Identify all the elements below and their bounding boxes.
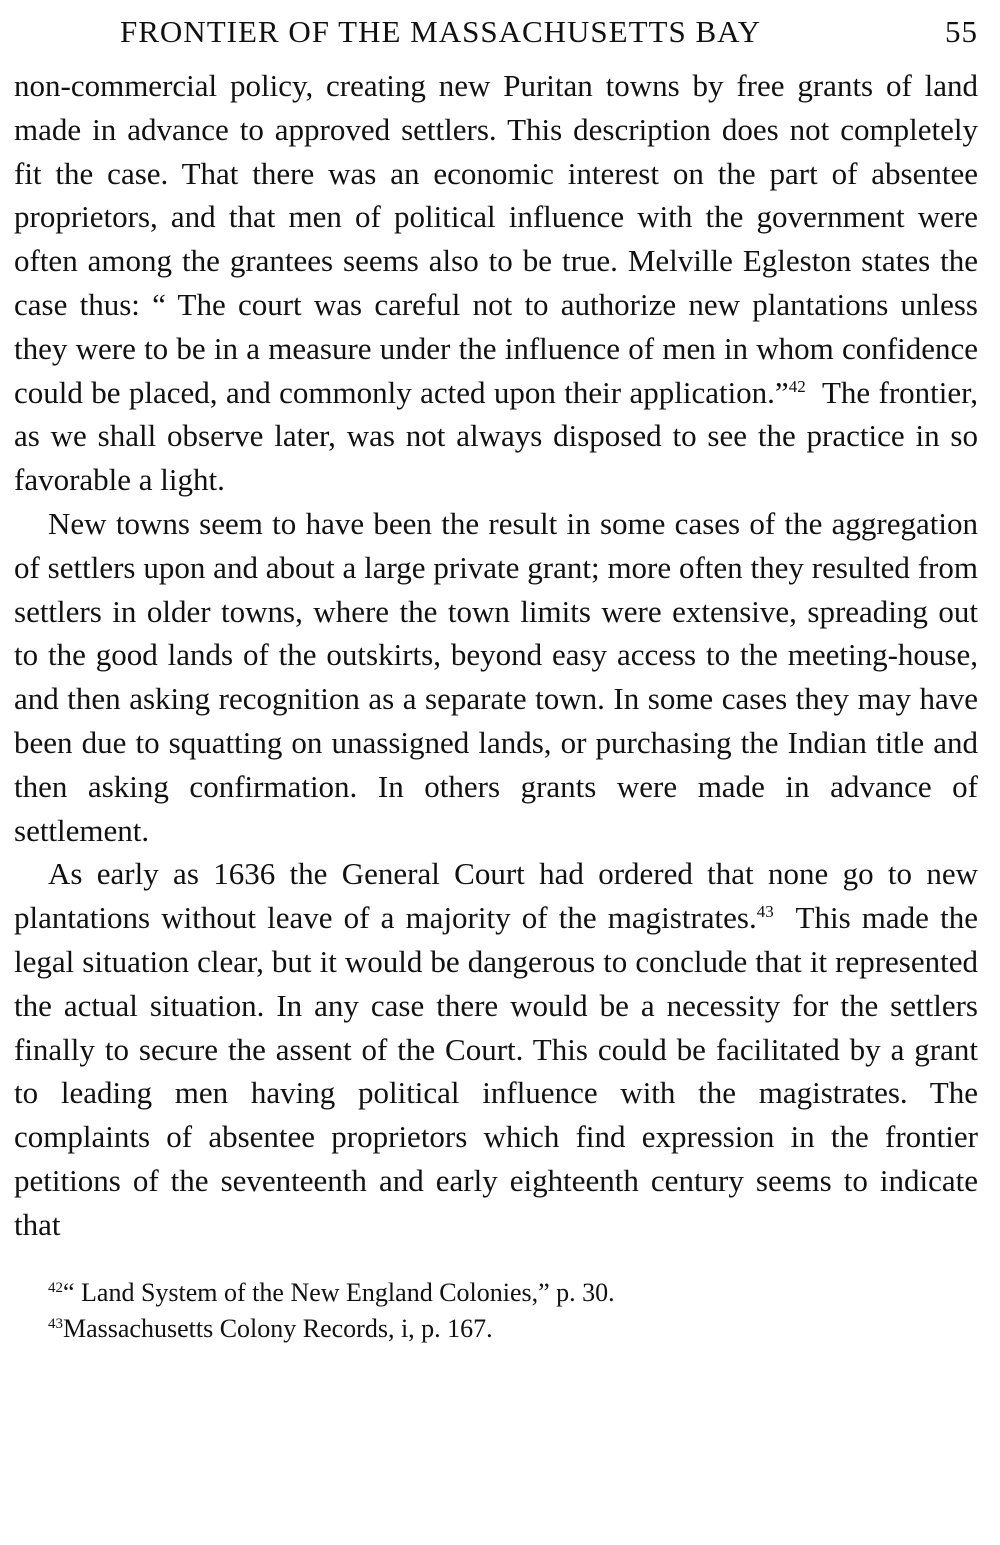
footnote-text: “ Land System of the New England Colonies,” p. 30. [63,1277,615,1307]
footnote-43 [48,1311,978,1347]
page-number: 55 [945,14,978,49]
paragraph-1 [14,64,978,502]
paragraph-2: New towns seem to have been the result in some cases of the aggregation of settlers upon and about a large private grant; more often they resulted from settlers in older towns, where the town limits were extensive, spreading out to the good lands of the outskirts, beyond easy access to the meeting-house, and then asking recognition as a separate town. In some cases they may have been due to squatting on unassigned lands, or purchasing the Indian title and then asking confirmation. In others grants were made in advance of settlement. [14,505,978,848]
running-title: FRONTIER OF THE MASSACHUSETTS BAY [120,14,762,49]
footnote-number: 42 [48,1279,63,1296]
footnote-ref-43: 43 [756,902,774,922]
body-text [14,64,978,1247]
paragraph-1-part-2: The frontier, as we shall observe later, was not always disposed to see the practice in so favorable a light. [14,374,978,498]
footnote-number: 43 [48,1315,63,1332]
footnote-ref-42: 42 [788,376,806,396]
footnote-text: Massachusetts Colony Records, i, p. 167. [63,1313,493,1343]
paragraph-1-part-1: non-commercial policy, creating new Puritan towns by free grants of land made in advance to approved settlers. This description does not completely fit the case. That there was an economic interest on the part of absentee proprietors, and that men of political influence with the government were often among the grantees seems also to be true. Melville Egleston states the case thus: “ The court was careful not to authorize new plantations unless they were to be in a measure under the influence of men in whom confidence could be placed, and commonly acted upon their application.” [14,68,978,410]
footnote-42 [48,1275,978,1311]
book-page [14,10,978,1347]
running-header [14,10,978,54]
paragraph-3-part-1: As early as 1636 the General Court had ordered that none go to new plantations without leave of a majority of the magistrates. [14,856,978,936]
footnotes [14,1275,978,1347]
paragraph-3-part-2: This made the legal situation clear, but it would be dangerous to conclude that it represented the actual situation. In any case there would be a necessity for the settlers finally to secure the assent of the Court. This could be facilitated by a grant to leading men having political influence with the magistrates. The complaints of absentee proprietors which find expression in the frontier petitions of the seventeenth and early eighteenth century seems to indicate that [14,900,978,1242]
paragraph-3 [14,852,978,1246]
